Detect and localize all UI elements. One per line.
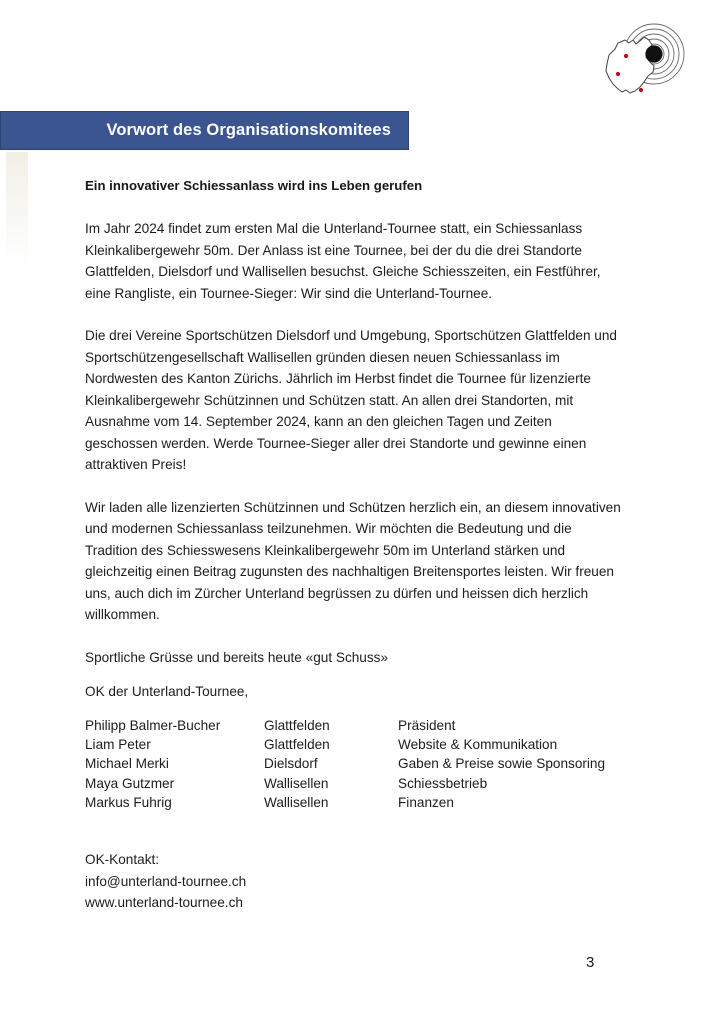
- table-row: [85, 754, 605, 773]
- committee-table: [85, 716, 605, 813]
- committee-member-location: Wallisellen: [264, 775, 329, 791]
- contact-label: OK-Kontakt:: [85, 852, 160, 867]
- committee-member-role: Website & Kommunikation: [398, 737, 558, 753]
- body-paragraph-3: Wir laden alle lizenzierten Schützinnen und Schützen herzlich ein, an diesem innovativen und modernen Schiessanlass teilzunehmen. Wir möchten die Bedeutung und die Tradition des Schiesswesens Kleinkalibergewehr 50m im Unterland stärken und gleichzeitig einen Beitrag zugunsten des nachhaltigen Breitensportes leisten. Wir freuen uns, auch dich im Zürcher Unterland begrüssen zu dürfen und heissen dich herzlich willkommen.: [85, 499, 621, 623]
- bullseye-icon: [645, 45, 662, 62]
- committee-member-role: Präsident: [398, 717, 456, 733]
- contact-website[interactable]: www.unterland-tournee.ch: [85, 895, 243, 910]
- document-body: [85, 176, 625, 813]
- location-dot-icon: [616, 72, 620, 76]
- committee-member-name: Philipp Balmer-Bucher: [85, 717, 221, 733]
- committee-member-location: Dielsdorf: [264, 756, 318, 772]
- body-paragraph-2: Die drei Vereine Sportschützen Dielsdorf und Umgebung, Sportschützen Glattfelden und Sportschützengesellschaft Wallisellen gründen diesen neuen Schiessanlass im Nordwesten des Kanton Zürichs. Jährlich im Herbst findet die Tournee für lizenzierte Kleinkalibergewehr Schützinnen und Schützen statt. An allen drei Standorten, mit Ausnahme vom 14. September 2024, kann an den gleichen Tagen und Zeiten geschossen werden. Werde Tournee-Sieger aller drei Standorte und gewinne einen attraktiven Preis!: [85, 328, 617, 473]
- section-title: Vorwort des Organisationskomitees: [106, 121, 391, 139]
- scan-artifact: [6, 152, 28, 270]
- committee-member-name: Liam Peter: [85, 737, 151, 753]
- committee-member-role: Gaben & Preise sowie Sponsoring: [398, 756, 606, 772]
- table-row: [85, 774, 605, 793]
- page-number: 3: [586, 954, 595, 971]
- table-row: [85, 735, 605, 754]
- sign-off-line: Sportliche Grüsse und bereits heute «gut Schuss»: [85, 649, 389, 665]
- ok-signature-line: OK der Unterland-Tournee,: [85, 684, 249, 700]
- committee-member-location: Wallisellen: [264, 795, 329, 811]
- committee-member-name: Markus Fuhrig: [85, 795, 172, 811]
- body-paragraph-1: Im Jahr 2024 findet zum ersten Mal die Unterland-Tournee statt, ein Schiessanlass Kleinkalibergewehr 50m. Der Anlass ist eine Tournee, bei der du die drei Standorte Glattfelden, Dielsdorf und Wallisellen besuchst. Gleiche Schiesszeiten, ein Festführer, eine Rangliste, ein Tournee-Sieger: Wir sind die Unterland-Tournee.: [85, 221, 601, 301]
- section-header-banner: [0, 111, 409, 150]
- contact-block: [85, 849, 246, 914]
- committee-member-name: Michael Merki: [85, 756, 169, 772]
- contact-email[interactable]: info@unterland-tournee.ch: [85, 873, 247, 889]
- location-dot-icon: [624, 54, 628, 58]
- table-row: [85, 793, 605, 812]
- unterland-tournee-logo: [596, 14, 692, 106]
- committee-member-location: Glattfelden: [264, 717, 330, 733]
- lede-heading: Ein innovativer Schiessanlass wird ins Leben gerufen: [85, 178, 423, 193]
- committee-member-name: Maya Gutzmer: [85, 775, 175, 791]
- committee-table-body: [85, 716, 605, 813]
- location-dot-icon: [639, 88, 643, 92]
- committee-member-role: Finanzen: [398, 795, 454, 811]
- committee-member-role: Schiessbetrieb: [398, 775, 488, 791]
- map-outline-icon: [606, 37, 654, 93]
- table-row: [85, 716, 605, 735]
- committee-member-location: Glattfelden: [264, 737, 330, 753]
